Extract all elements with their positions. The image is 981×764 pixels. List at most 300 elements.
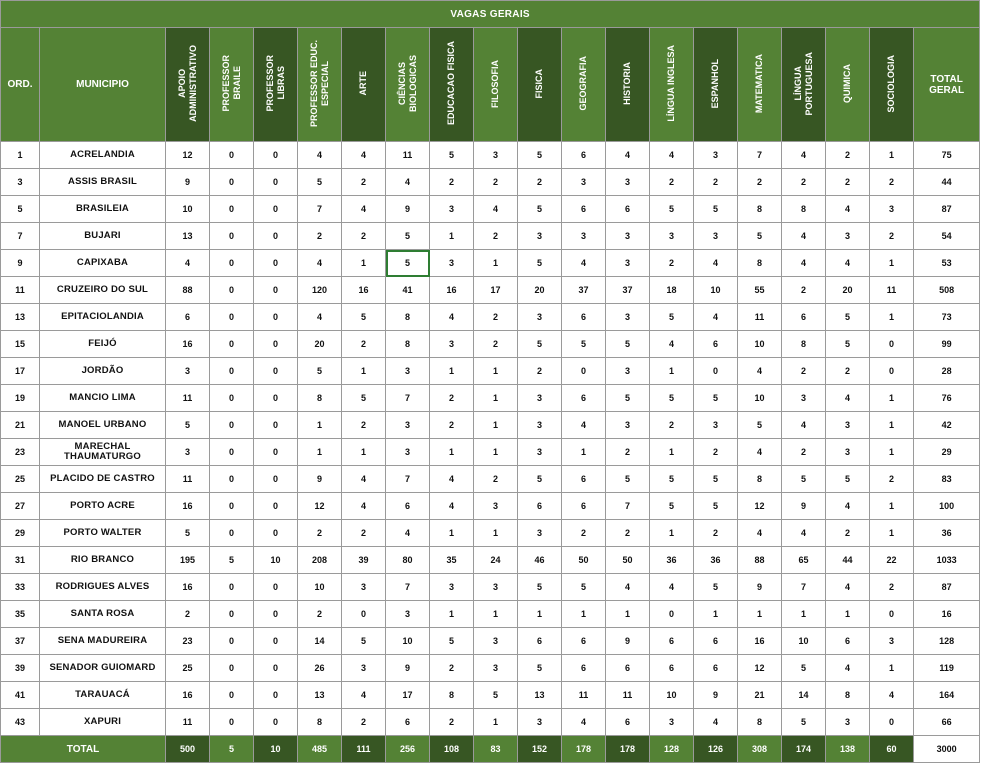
cell-value[interactable]: 1: [650, 439, 694, 466]
cell-value[interactable]: 3: [606, 358, 650, 385]
cell-value[interactable]: 4: [826, 655, 870, 682]
cell-value[interactable]: 4: [562, 412, 606, 439]
cell-value[interactable]: 3: [386, 358, 430, 385]
cell-value[interactable]: 2: [826, 142, 870, 169]
cell-value[interactable]: 12: [738, 655, 782, 682]
cell-value[interactable]: 0: [210, 223, 254, 250]
cell-value[interactable]: 2: [430, 412, 474, 439]
cell-value[interactable]: 1: [518, 601, 562, 628]
cell-value[interactable]: 0: [562, 358, 606, 385]
cell-value[interactable]: 0: [210, 682, 254, 709]
cell-ord[interactable]: 25: [1, 466, 40, 493]
cell-value[interactable]: 9: [694, 682, 738, 709]
cell-value[interactable]: 65: [782, 547, 826, 574]
cell-value[interactable]: 3: [342, 655, 386, 682]
cell-municipio[interactable]: PORTO WALTER: [40, 520, 166, 547]
cell-value[interactable]: 5: [606, 385, 650, 412]
cell-value[interactable]: 3: [518, 709, 562, 736]
cell-value[interactable]: 16: [430, 277, 474, 304]
cell-value[interactable]: 6: [562, 493, 606, 520]
cell-value[interactable]: 0: [210, 655, 254, 682]
cell-value[interactable]: 1: [782, 601, 826, 628]
cell-value[interactable]: 4: [430, 493, 474, 520]
cell-value[interactable]: 1: [870, 385, 914, 412]
cell-value[interactable]: 2: [298, 601, 342, 628]
cell-value[interactable]: 5: [562, 574, 606, 601]
totals-value[interactable]: 178: [606, 736, 650, 763]
cell-value[interactable]: 4: [738, 520, 782, 547]
cell-ord[interactable]: 3: [1, 169, 40, 196]
cell-value[interactable]: 16: [166, 331, 210, 358]
cell-value[interactable]: 0: [254, 655, 298, 682]
cell-value[interactable]: 4: [562, 250, 606, 277]
cell-value[interactable]: 17: [386, 682, 430, 709]
cell-value[interactable]: 6: [562, 655, 606, 682]
cell-value[interactable]: 11: [738, 304, 782, 331]
cell-value[interactable]: 6: [606, 709, 650, 736]
cell-value[interactable]: 2: [430, 385, 474, 412]
totals-value[interactable]: 60: [870, 736, 914, 763]
cell-total[interactable]: 16: [914, 601, 980, 628]
cell-value[interactable]: 25: [166, 655, 210, 682]
cell-value[interactable]: 6: [650, 628, 694, 655]
cell-value[interactable]: 0: [254, 331, 298, 358]
cell-value[interactable]: 2: [650, 169, 694, 196]
cell-value[interactable]: 5: [474, 682, 518, 709]
cell-value[interactable]: 9: [386, 196, 430, 223]
cell-value[interactable]: 11: [562, 682, 606, 709]
cell-value[interactable]: 7: [298, 196, 342, 223]
cell-total[interactable]: 76: [914, 385, 980, 412]
cell-value[interactable]: 1: [474, 709, 518, 736]
cell-value[interactable]: 1: [298, 439, 342, 466]
cell-value[interactable]: 9: [386, 655, 430, 682]
cell-municipio[interactable]: EPITACIOLANDIA: [40, 304, 166, 331]
cell-value[interactable]: 13: [166, 223, 210, 250]
cell-value[interactable]: 4: [298, 142, 342, 169]
cell-municipio[interactable]: BRASILEIA: [40, 196, 166, 223]
cell-value[interactable]: 10: [298, 574, 342, 601]
cell-value[interactable]: 4: [826, 574, 870, 601]
cell-value[interactable]: 11: [606, 682, 650, 709]
cell-municipio[interactable]: MANCIO LIMA: [40, 385, 166, 412]
totals-value[interactable]: 485: [298, 736, 342, 763]
cell-value[interactable]: 5: [650, 304, 694, 331]
cell-value[interactable]: 4: [826, 385, 870, 412]
cell-value[interactable]: 3: [518, 412, 562, 439]
cell-value[interactable]: 8: [298, 709, 342, 736]
cell-value[interactable]: 0: [210, 493, 254, 520]
cell-value[interactable]: 35: [430, 547, 474, 574]
cell-municipio[interactable]: CAPIXABA: [40, 250, 166, 277]
totals-value[interactable]: 111: [342, 736, 386, 763]
totals-value[interactable]: 126: [694, 736, 738, 763]
cell-value[interactable]: 1: [562, 601, 606, 628]
cell-value[interactable]: 16: [166, 493, 210, 520]
cell-municipio[interactable]: ASSIS BRASIL: [40, 169, 166, 196]
cell-value[interactable]: 4: [782, 412, 826, 439]
cell-value[interactable]: 10: [738, 331, 782, 358]
cell-value[interactable]: 5: [518, 466, 562, 493]
cell-value[interactable]: 4: [738, 358, 782, 385]
cell-value[interactable]: 37: [606, 277, 650, 304]
cell-total[interactable]: 36: [914, 520, 980, 547]
cell-ord[interactable]: 13: [1, 304, 40, 331]
cell-value[interactable]: 9: [782, 493, 826, 520]
cell-value[interactable]: 5: [694, 493, 738, 520]
cell-value[interactable]: 10: [166, 196, 210, 223]
cell-municipio[interactable]: XAPURI: [40, 709, 166, 736]
cell-value[interactable]: 2: [342, 709, 386, 736]
cell-value[interactable]: 3: [166, 358, 210, 385]
cell-value[interactable]: 0: [210, 439, 254, 466]
cell-value[interactable]: 5: [694, 385, 738, 412]
cell-value[interactable]: 0: [210, 250, 254, 277]
cell-ord[interactable]: 29: [1, 520, 40, 547]
cell-municipio[interactable]: MARECHAL THAUMATURGO: [40, 439, 166, 466]
cell-value[interactable]: 5: [650, 466, 694, 493]
cell-ord[interactable]: 5: [1, 196, 40, 223]
cell-ord[interactable]: 31: [1, 547, 40, 574]
cell-value[interactable]: 3: [430, 196, 474, 223]
cell-total[interactable]: 99: [914, 331, 980, 358]
cell-value[interactable]: 5: [298, 169, 342, 196]
cell-value[interactable]: 5: [738, 223, 782, 250]
cell-value[interactable]: 8: [738, 709, 782, 736]
cell-value[interactable]: 0: [210, 358, 254, 385]
cell-value[interactable]: 16: [342, 277, 386, 304]
cell-value[interactable]: 0: [254, 493, 298, 520]
cell-value[interactable]: 5: [826, 466, 870, 493]
cell-value[interactable]: 5: [694, 574, 738, 601]
cell-value[interactable]: 1: [474, 385, 518, 412]
cell-value[interactable]: 10: [782, 628, 826, 655]
cell-total[interactable]: 128: [914, 628, 980, 655]
cell-value[interactable]: 55: [738, 277, 782, 304]
cell-value[interactable]: 10: [254, 547, 298, 574]
cell-total[interactable]: 73: [914, 304, 980, 331]
cell-value[interactable]: 16: [166, 574, 210, 601]
cell-value[interactable]: 6: [606, 655, 650, 682]
cell-value[interactable]: 5: [694, 466, 738, 493]
cell-value[interactable]: 0: [870, 709, 914, 736]
cell-total[interactable]: 508: [914, 277, 980, 304]
cell-value[interactable]: 1: [870, 520, 914, 547]
cell-value[interactable]: 0: [254, 358, 298, 385]
cell-value[interactable]: 5: [518, 655, 562, 682]
cell-value[interactable]: 1: [474, 412, 518, 439]
cell-value[interactable]: 3: [694, 142, 738, 169]
cell-value[interactable]: 23: [166, 628, 210, 655]
cell-value[interactable]: 3: [870, 196, 914, 223]
cell-total[interactable]: 1033: [914, 547, 980, 574]
cell-value[interactable]: 7: [738, 142, 782, 169]
cell-value[interactable]: 3: [562, 169, 606, 196]
cell-value[interactable]: 4: [650, 331, 694, 358]
cell-value[interactable]: 6: [694, 655, 738, 682]
cell-value[interactable]: 6: [562, 628, 606, 655]
cell-value[interactable]: 5: [518, 574, 562, 601]
cell-value[interactable]: 5: [166, 520, 210, 547]
cell-value[interactable]: 6: [562, 196, 606, 223]
cell-value[interactable]: 0: [254, 439, 298, 466]
cell-ord[interactable]: 43: [1, 709, 40, 736]
cell-value[interactable]: 2: [650, 250, 694, 277]
cell-value[interactable]: 0: [254, 169, 298, 196]
cell-value[interactable]: 2: [298, 223, 342, 250]
cell-value[interactable]: 7: [606, 493, 650, 520]
cell-value[interactable]: 1: [430, 601, 474, 628]
cell-value[interactable]: 4: [386, 520, 430, 547]
cell-value[interactable]: 1: [606, 601, 650, 628]
cell-value[interactable]: 0: [254, 682, 298, 709]
cell-value[interactable]: 3: [606, 304, 650, 331]
cell-total[interactable]: 119: [914, 655, 980, 682]
cell-value[interactable]: 8: [782, 331, 826, 358]
cell-value[interactable]: 5: [430, 628, 474, 655]
cell-value[interactable]: 7: [782, 574, 826, 601]
cell-value[interactable]: 2: [474, 169, 518, 196]
cell-value[interactable]: 12: [738, 493, 782, 520]
cell-value[interactable]: 2: [342, 520, 386, 547]
cell-value[interactable]: 0: [210, 709, 254, 736]
cell-value[interactable]: 0: [254, 304, 298, 331]
cell-total[interactable]: 87: [914, 574, 980, 601]
cell-value[interactable]: 3: [650, 709, 694, 736]
cell-total[interactable]: 29: [914, 439, 980, 466]
cell-value[interactable]: 4: [342, 466, 386, 493]
cell-value[interactable]: 5: [606, 466, 650, 493]
cell-value[interactable]: 5: [738, 412, 782, 439]
cell-value[interactable]: 195: [166, 547, 210, 574]
cell-value[interactable]: 2: [342, 412, 386, 439]
cell-value[interactable]: 3: [650, 223, 694, 250]
cell-value[interactable]: 88: [166, 277, 210, 304]
cell-value[interactable]: 4: [782, 142, 826, 169]
cell-value[interactable]: 3: [386, 601, 430, 628]
cell-value[interactable]: 1: [430, 223, 474, 250]
cell-value[interactable]: 2: [782, 358, 826, 385]
cell-value[interactable]: 5: [782, 655, 826, 682]
cell-value[interactable]: 0: [254, 250, 298, 277]
cell-value[interactable]: 1: [870, 250, 914, 277]
cell-value[interactable]: 9: [606, 628, 650, 655]
cell-ord[interactable]: 15: [1, 331, 40, 358]
cell-value[interactable]: 1: [342, 439, 386, 466]
cell-municipio[interactable]: RODRIGUES ALVES: [40, 574, 166, 601]
cell-value[interactable]: 5: [606, 331, 650, 358]
cell-value[interactable]: 3: [518, 385, 562, 412]
cell-value[interactable]: 13: [298, 682, 342, 709]
cell-total[interactable]: 87: [914, 196, 980, 223]
cell-total[interactable]: 164: [914, 682, 980, 709]
cell-value[interactable]: 3: [474, 628, 518, 655]
cell-value[interactable]: 4: [166, 250, 210, 277]
cell-value[interactable]: 3: [606, 412, 650, 439]
cell-value[interactable]: 2: [298, 520, 342, 547]
cell-value[interactable]: 6: [386, 709, 430, 736]
cell-value[interactable]: 16: [738, 628, 782, 655]
cell-value[interactable]: 7: [386, 466, 430, 493]
cell-value[interactable]: 5: [210, 547, 254, 574]
cell-value[interactable]: 3: [606, 169, 650, 196]
cell-value[interactable]: 5: [518, 196, 562, 223]
cell-value[interactable]: 1: [342, 358, 386, 385]
cell-value[interactable]: 5: [782, 709, 826, 736]
cell-value[interactable]: 11: [166, 385, 210, 412]
cell-municipio[interactable]: PLACIDO DE CASTRO: [40, 466, 166, 493]
cell-value[interactable]: 5: [826, 304, 870, 331]
cell-value[interactable]: 4: [298, 250, 342, 277]
cell-value[interactable]: 6: [782, 304, 826, 331]
totals-value[interactable]: 10: [254, 736, 298, 763]
cell-municipio[interactable]: PORTO ACRE: [40, 493, 166, 520]
cell-value[interactable]: 0: [254, 466, 298, 493]
cell-value[interactable]: 1: [870, 493, 914, 520]
cell-value[interactable]: 8: [782, 196, 826, 223]
cell-value[interactable]: 4: [870, 682, 914, 709]
cell-value[interactable]: 5: [342, 304, 386, 331]
cell-value[interactable]: 1: [650, 520, 694, 547]
cell-value[interactable]: 2: [562, 520, 606, 547]
cell-value[interactable]: 3: [518, 520, 562, 547]
cell-value[interactable]: 20: [826, 277, 870, 304]
totals-value[interactable]: 83: [474, 736, 518, 763]
totals-value[interactable]: 308: [738, 736, 782, 763]
cell-municipio[interactable]: CRUZEIRO DO SUL: [40, 277, 166, 304]
cell-value[interactable]: 2: [342, 223, 386, 250]
cell-value[interactable]: 1: [430, 439, 474, 466]
cell-value[interactable]: 3: [386, 412, 430, 439]
cell-value[interactable]: 8: [738, 196, 782, 223]
cell-value[interactable]: 39: [342, 547, 386, 574]
cell-value[interactable]: 6: [826, 628, 870, 655]
cell-value[interactable]: 2: [826, 358, 870, 385]
totals-value[interactable]: 174: [782, 736, 826, 763]
cell-value[interactable]: 0: [254, 709, 298, 736]
cell-municipio[interactable]: SANTA ROSA: [40, 601, 166, 628]
cell-value[interactable]: 10: [650, 682, 694, 709]
cell-total[interactable]: 54: [914, 223, 980, 250]
cell-ord[interactable]: 9: [1, 250, 40, 277]
cell-value[interactable]: 22: [870, 547, 914, 574]
cell-value[interactable]: 3: [518, 223, 562, 250]
cell-value[interactable]: 2: [342, 169, 386, 196]
cell-value[interactable]: 9: [298, 466, 342, 493]
cell-value[interactable]: 5: [430, 142, 474, 169]
cell-value[interactable]: 4: [826, 196, 870, 223]
cell-value[interactable]: 6: [650, 655, 694, 682]
cell-value[interactable]: 3: [474, 142, 518, 169]
totals-value[interactable]: 128: [650, 736, 694, 763]
cell-value[interactable]: 6: [166, 304, 210, 331]
cell-value[interactable]: 0: [210, 628, 254, 655]
cell-value[interactable]: 3: [342, 574, 386, 601]
cell-value[interactable]: 4: [342, 682, 386, 709]
cell-ord[interactable]: 1: [1, 142, 40, 169]
cell-value[interactable]: 2: [430, 169, 474, 196]
totals-value[interactable]: 108: [430, 736, 474, 763]
cell-value[interactable]: 10: [386, 628, 430, 655]
cell-value[interactable]: 1: [694, 601, 738, 628]
cell-total[interactable]: 83: [914, 466, 980, 493]
cell-value[interactable]: 2: [474, 223, 518, 250]
cell-value[interactable]: 4: [782, 223, 826, 250]
cell-value[interactable]: 2: [430, 709, 474, 736]
cell-value[interactable]: 13: [518, 682, 562, 709]
cell-value[interactable]: 5: [342, 628, 386, 655]
cell-value[interactable]: 1: [826, 601, 870, 628]
cell-value[interactable]: 6: [694, 628, 738, 655]
cell-value[interactable]: 1: [342, 250, 386, 277]
cell-municipio[interactable]: SENA MADUREIRA: [40, 628, 166, 655]
cell-value[interactable]: 41: [386, 277, 430, 304]
cell-value[interactable]: 2: [430, 655, 474, 682]
cell-value[interactable]: 3: [430, 331, 474, 358]
cell-value[interactable]: 26: [298, 655, 342, 682]
cell-value[interactable]: 1: [870, 439, 914, 466]
cell-value[interactable]: 24: [474, 547, 518, 574]
cell-value[interactable]: 5: [650, 493, 694, 520]
cell-total[interactable]: 75: [914, 142, 980, 169]
cell-value[interactable]: 6: [694, 331, 738, 358]
cell-value[interactable]: 0: [254, 574, 298, 601]
cell-total[interactable]: 66: [914, 709, 980, 736]
cell-ord[interactable]: 17: [1, 358, 40, 385]
cell-value[interactable]: 0: [210, 196, 254, 223]
cell-value[interactable]: 4: [826, 250, 870, 277]
cell-value[interactable]: 80: [386, 547, 430, 574]
cell-value[interactable]: 46: [518, 547, 562, 574]
cell-value[interactable]: 4: [826, 493, 870, 520]
cell-value[interactable]: 3: [826, 223, 870, 250]
cell-value[interactable]: 6: [562, 304, 606, 331]
cell-value[interactable]: 8: [386, 331, 430, 358]
cell-ord[interactable]: 35: [1, 601, 40, 628]
cell-value[interactable]: 21: [738, 682, 782, 709]
cell-value[interactable]: 2: [650, 412, 694, 439]
cell-value[interactable]: 14: [298, 628, 342, 655]
cell-value[interactable]: 1: [870, 142, 914, 169]
cell-value[interactable]: 2: [694, 439, 738, 466]
cell-value[interactable]: 3: [694, 223, 738, 250]
cell-value[interactable]: 4: [298, 304, 342, 331]
cell-value[interactable]: 2: [342, 331, 386, 358]
cell-value[interactable]: 4: [342, 196, 386, 223]
cell-value[interactable]: 1: [298, 412, 342, 439]
cell-value[interactable]: 3: [826, 412, 870, 439]
cell-value[interactable]: 4: [430, 304, 474, 331]
cell-value[interactable]: 3: [870, 628, 914, 655]
cell-value[interactable]: 5: [166, 412, 210, 439]
cell-value[interactable]: 0: [870, 601, 914, 628]
cell-value[interactable]: 1: [474, 358, 518, 385]
cell-value[interactable]: 0: [254, 223, 298, 250]
cell-value[interactable]: 0: [254, 277, 298, 304]
cell-ord[interactable]: 33: [1, 574, 40, 601]
cell-value[interactable]: 0: [210, 142, 254, 169]
cell-municipio[interactable]: FEIJÓ: [40, 331, 166, 358]
cell-value[interactable]: 4: [782, 250, 826, 277]
cell-value[interactable]: 0: [210, 169, 254, 196]
cell-value[interactable]: 2: [474, 331, 518, 358]
cell-value[interactable]: 5: [782, 466, 826, 493]
cell-value[interactable]: 4: [738, 439, 782, 466]
cell-value[interactable]: 7: [386, 574, 430, 601]
cell-value[interactable]: 2: [826, 520, 870, 547]
cell-value[interactable]: 1: [430, 358, 474, 385]
cell-value[interactable]: 0: [342, 601, 386, 628]
